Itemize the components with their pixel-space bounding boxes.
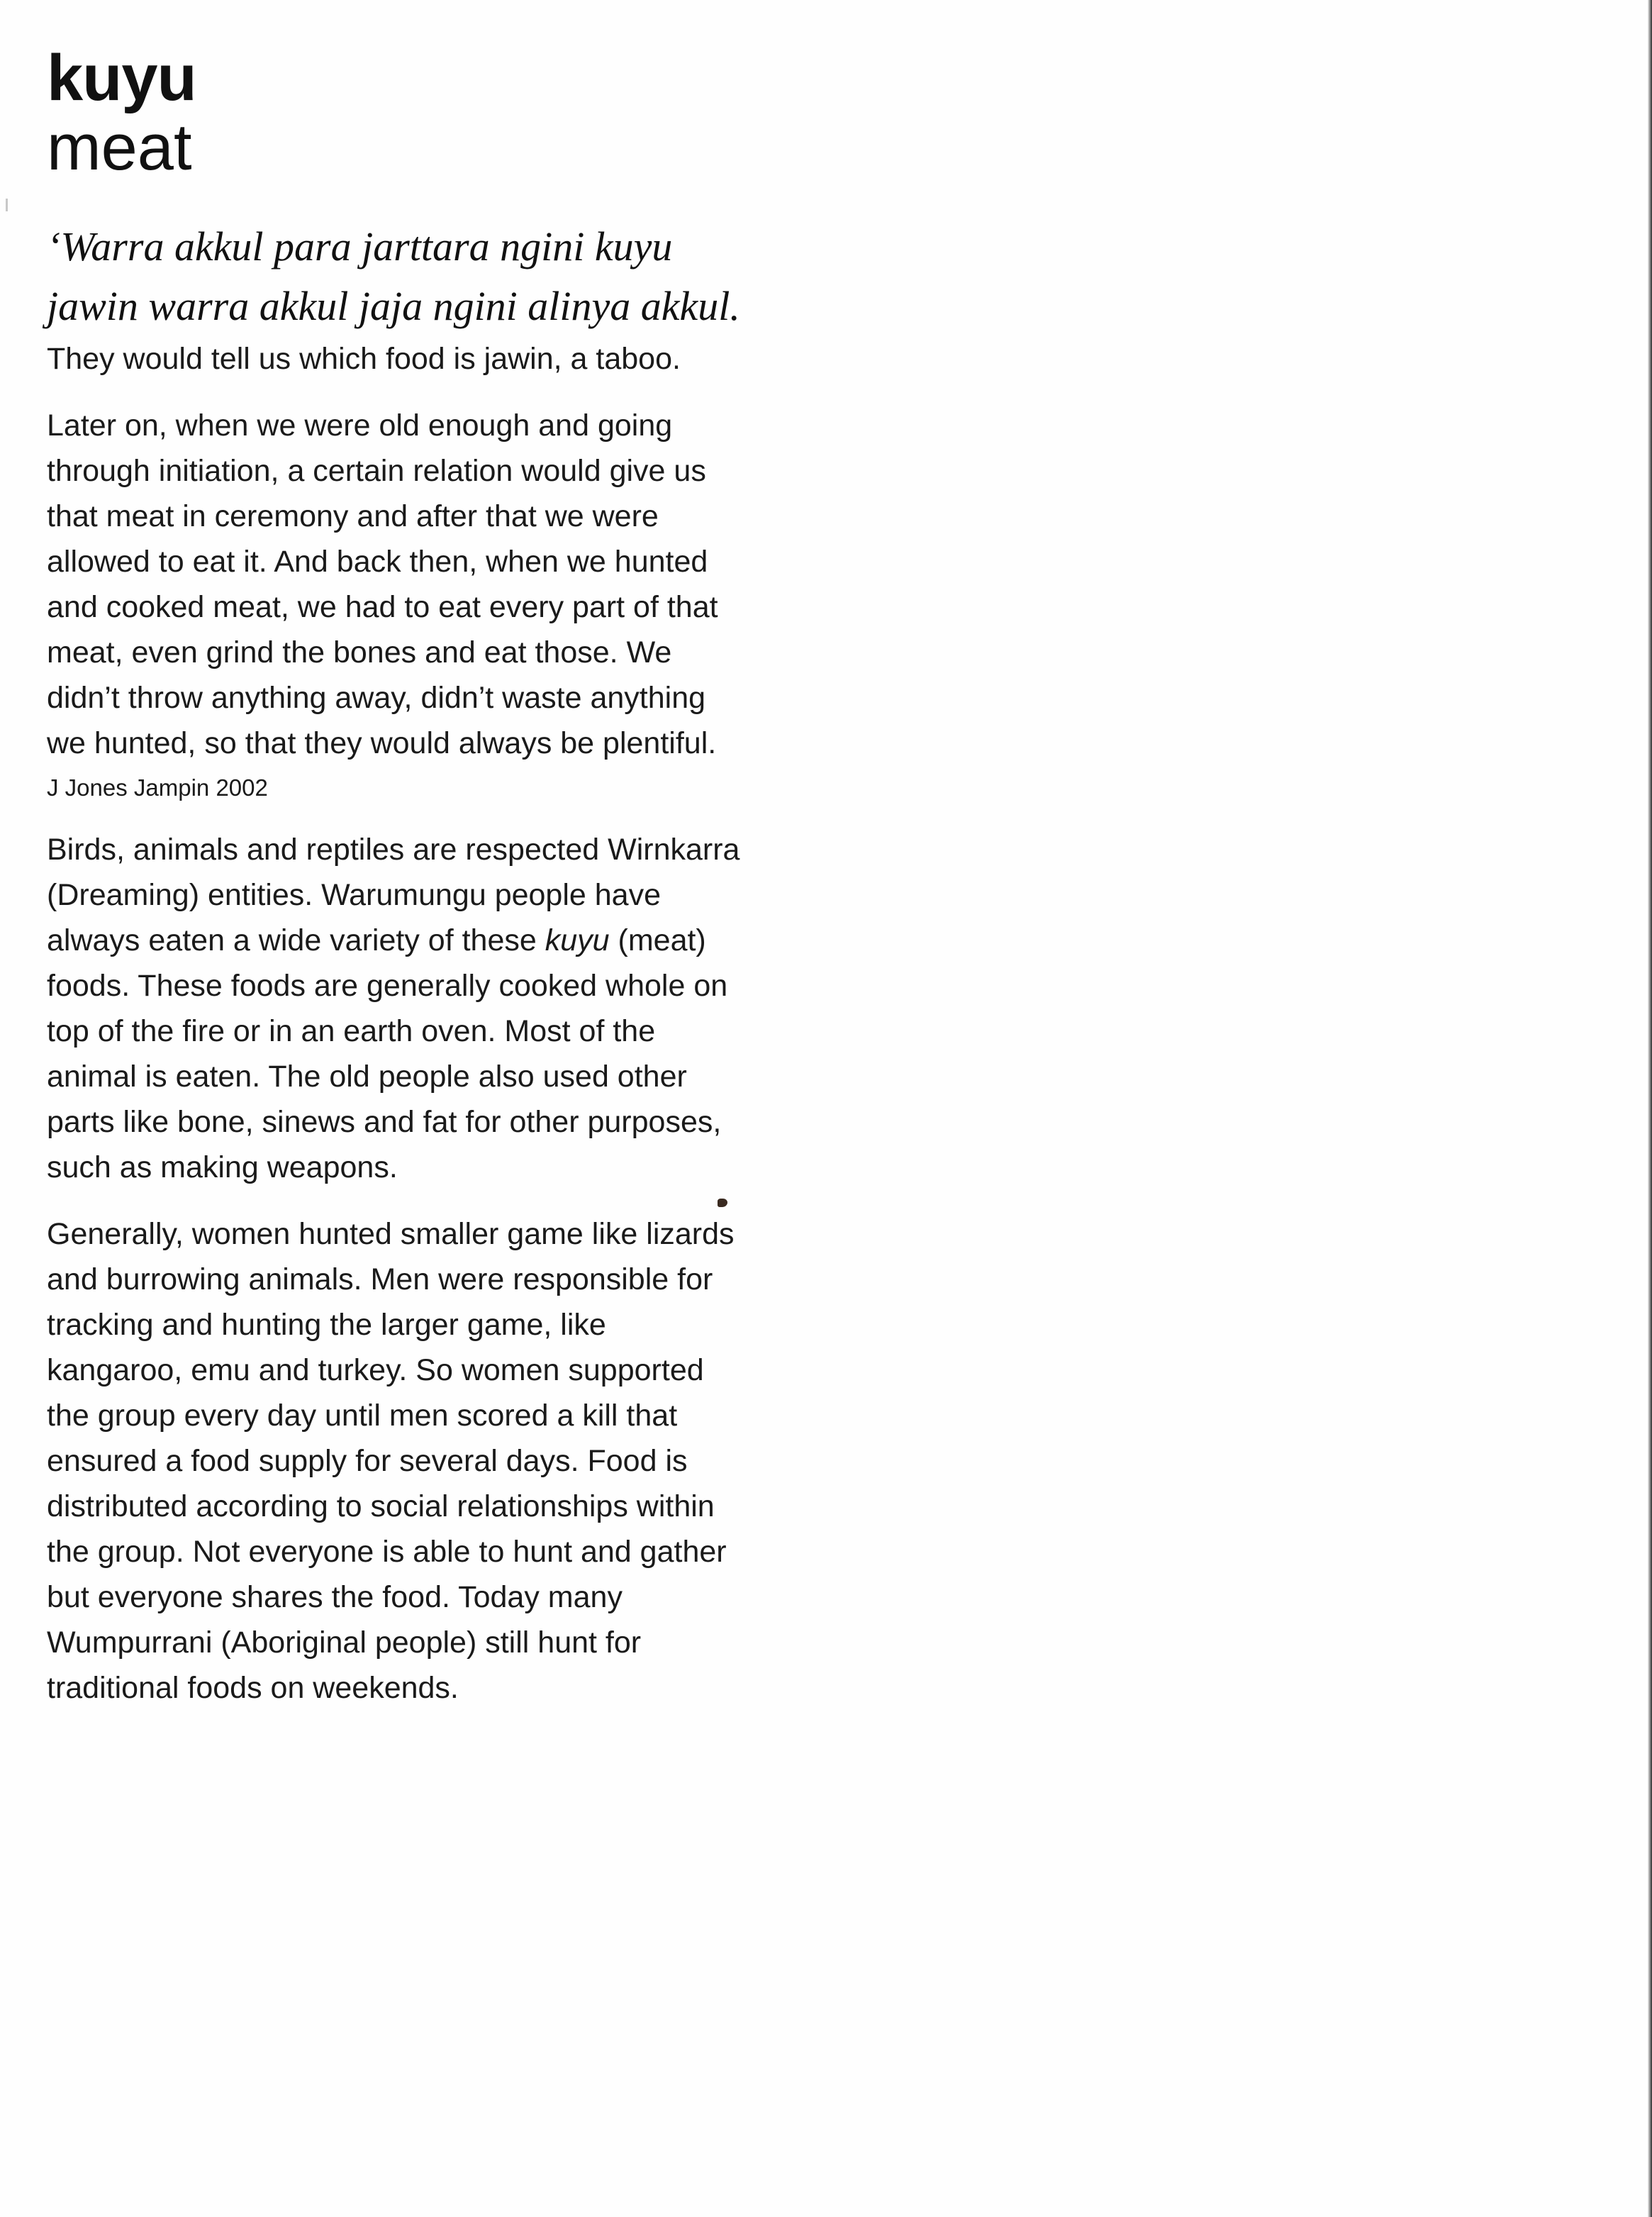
text-column xyxy=(47,43,813,1711)
paragraph-dreaming-end: (meat) foods. These foods are generally cooked whole on top of the fire or in an earth oven. Most of the animal is eaten. The old people also used other parts like bone, sinews and fat for other purposes, such as making weapons. xyxy=(47,923,728,1184)
page-edge-shadow xyxy=(1648,0,1652,2217)
quote-translation: They would tell us which food is jawin, a taboo. xyxy=(47,342,681,376)
paragraph-dreaming-start: Birds, animals and reptiles are respected Wirnkarra (Dreaming) entities. Warumungu people have always eaten a wide variety of these xyxy=(47,833,740,957)
heading-word: kuyu xyxy=(47,42,196,114)
warumungu-quote: ‘Warra akkul para jarttara ngini kuyu jawin warra akkul jaja ngini alinya akkul. xyxy=(47,223,740,329)
paragraph-hunting: Generally, women hunted smaller game like lizards and burrowing animals. Men were responsible for tracking and hunting the larger game, like kangaroo, emu and turkey. So women supported the group every day until men scored a kill that ensured a food supply for several days. Food is distributed according to social relationships within the group. Not everyone is able to hunt and gather but everyone shares the food. Today many Wumpurrani (Aboriginal people) still hunt for traditional foods on weekends. xyxy=(47,1217,735,1705)
paragraph-initiation: Later on, when we were old enough and going through initiation, a certain relation would give us that meat in ceremony and after that we were allowed to eat it. And back then, when we hunted and cooked meat, we had to eat every part of that meat, even grind the bones and eat those. We didn’t throw anything away, didn’t waste anything we hunted, so that they would always be plentiful. xyxy=(47,409,718,760)
paragraph-dreaming xyxy=(47,827,813,1190)
heading-gloss: meat xyxy=(47,111,192,184)
attribution: J Jones Jampin 2002 xyxy=(47,774,268,801)
margin-mark xyxy=(6,199,8,211)
paragraph-dreaming-italic-term: kuyu xyxy=(545,923,610,957)
